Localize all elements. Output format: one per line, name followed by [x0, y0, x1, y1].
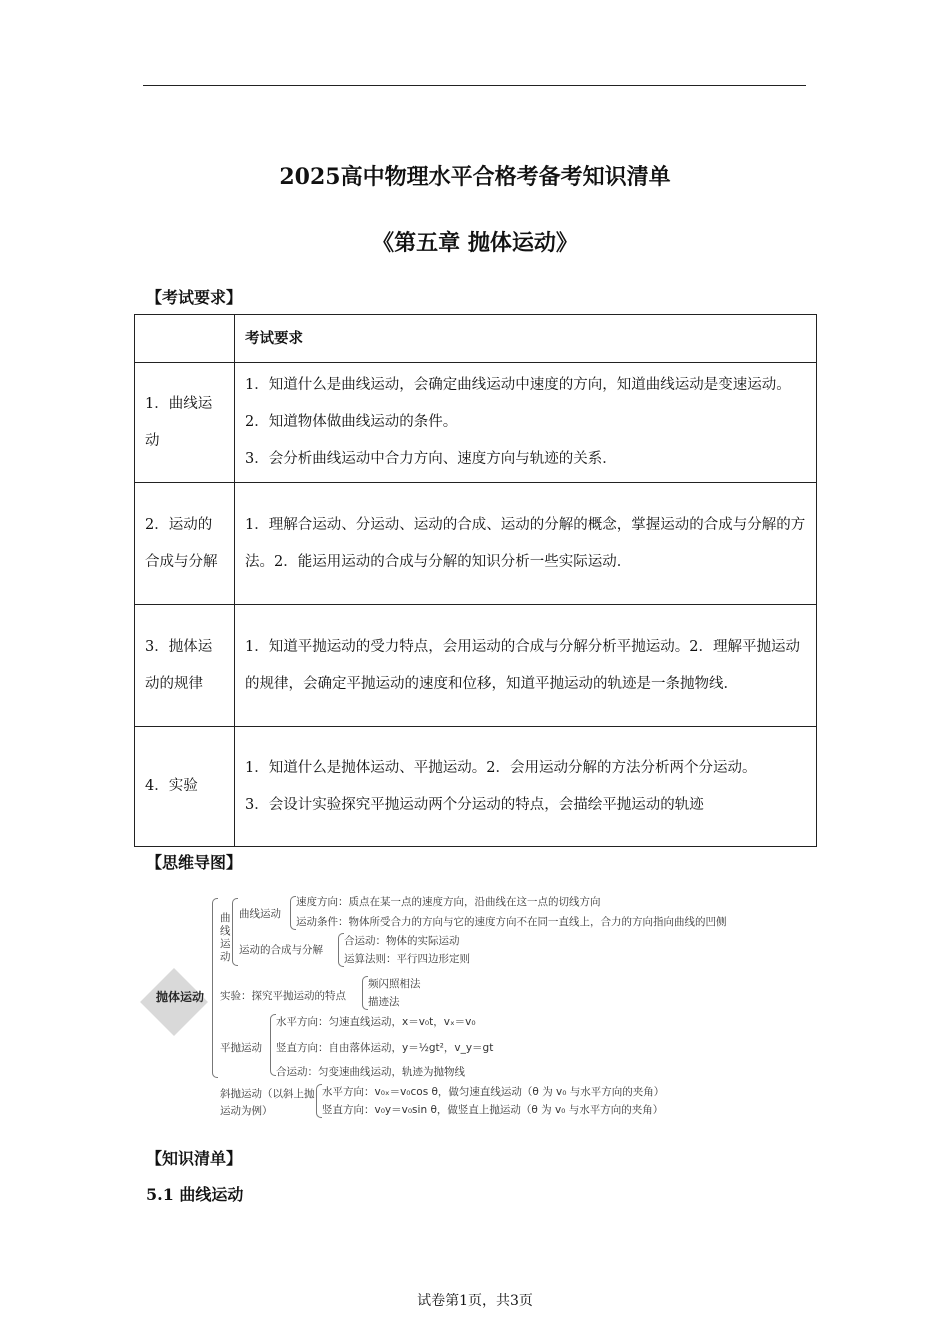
row-line: 1．知道平抛运动的受力特点，会用运动的合成与分解分析平抛运动。2．理解平抛运动的规律，会确定平抛运动的速度和位移，知道平抛运动的轨迹是一条抛物线． [245, 638, 800, 692]
oblique-label: 斜抛运动（以斜上抛运动为例） [220, 1088, 315, 1117]
row-content [235, 727, 817, 847]
strobe-method: 频闪照相法 [368, 978, 421, 990]
combined-motion: 合运动：物体的实际运动 [344, 935, 460, 947]
page-footer: 试卷第1页，共3页 [417, 1293, 533, 1309]
doc-title: 2025高中物理水平合格考备考知识清单 [279, 164, 671, 190]
row-content [235, 483, 817, 605]
horizontal-motion: 水平方向：匀速直线运动，x＝v₀t，vₓ＝v₀ [276, 1016, 476, 1028]
table-row [135, 727, 817, 847]
table-row [135, 605, 817, 727]
curve-group-brace [232, 898, 238, 966]
row-line: 1．知道什么是曲线运动，会确定曲线运动中速度的方向，知道曲线运动是变速运动。2．知道物体做曲线运动的条件。 [245, 377, 791, 430]
row-content [235, 605, 817, 727]
doc-subtitle: 《第五章 抛体运动》 [372, 230, 578, 256]
section-exam-heading: 【考试要求】 [146, 288, 243, 307]
section-mindmap-heading: 【思维导图】 [146, 853, 243, 872]
vertical-motion: 竖直方向：自由落体运动，y＝½gt²，v_y＝gt [276, 1042, 494, 1054]
row-topic: 2．运动的合成与分解 [135, 483, 235, 605]
exam-requirements-table [134, 314, 817, 847]
table-corner-cell [135, 315, 235, 363]
motion-condition: 运动条件：物体所受合力的方向与它的速度方向不在同一直线上，合力的方向指向曲线的凹侧 [296, 916, 727, 928]
experiment-label: 实验：探究平抛运动的特点 [220, 990, 346, 1002]
table-row [135, 363, 817, 483]
trace-method: 描迹法 [368, 996, 400, 1008]
row-line: 3．会分析曲线运动中合力方向、速度方向与轨迹的关系． [245, 451, 617, 467]
oblique-vertical: 竖直方向：v₀y＝v₀sin θ，做竖直上抛运动（θ 为 v₀ 与水平方向的夹角） [322, 1104, 664, 1116]
section-knowledge-heading: 【知识清单】 [146, 1149, 243, 1168]
row-content [235, 363, 817, 483]
operation-rule: 运算法则：平行四边形定则 [344, 953, 470, 965]
row-topic: 4．实验 [135, 727, 235, 847]
projectile-label: 平抛运动 [220, 1042, 262, 1054]
table-row [135, 483, 817, 605]
row-line: 1．知道什么是抛体运动、平抛运动。2．会用运动分解的方法分析两个分运动。 [245, 759, 757, 776]
curve-label: 曲线运动 [239, 908, 281, 920]
row-topic: 3．抛体运动的规律 [135, 605, 235, 727]
row-line: 1．理解合运动、分运动、运动的合成、运动的分解的概念，掌握运动的合成与分解的方法。2．能运用运动的合成与分解的知识分析一些实际运动． [245, 516, 806, 570]
table-header-row [135, 315, 817, 363]
header-rule [143, 85, 806, 86]
table-header-cell: 考试要求 [235, 315, 817, 363]
oblique-horizontal: 水平方向：v₀ₓ＝v₀cos θ，做匀速直线运动（θ 为 v₀ 与水平方向的夹角） [322, 1086, 665, 1098]
section-5-1-heading: 5.1 曲线运动 [146, 1185, 244, 1204]
main-brace [212, 898, 218, 1078]
resultant-motion: 合运动：匀变速曲线运动，轨迹为抛物线 [276, 1066, 465, 1078]
curve-group-label: 曲线运动 [220, 912, 231, 963]
row-topic: 1．曲线运动 [135, 363, 235, 483]
compose-label: 运动的合成与分解 [239, 944, 323, 956]
mind-map [140, 890, 810, 1120]
speed-direction: 速度方向：质点在某一点的速度方向，沿曲线在这一点的切线方向 [296, 896, 601, 908]
row-line: 3．会设计实验探究平抛运动两个分运动的特点，会描绘平抛运动的轨迹 [245, 796, 704, 813]
mindmap-center-label: 抛体运动 [155, 990, 204, 1004]
